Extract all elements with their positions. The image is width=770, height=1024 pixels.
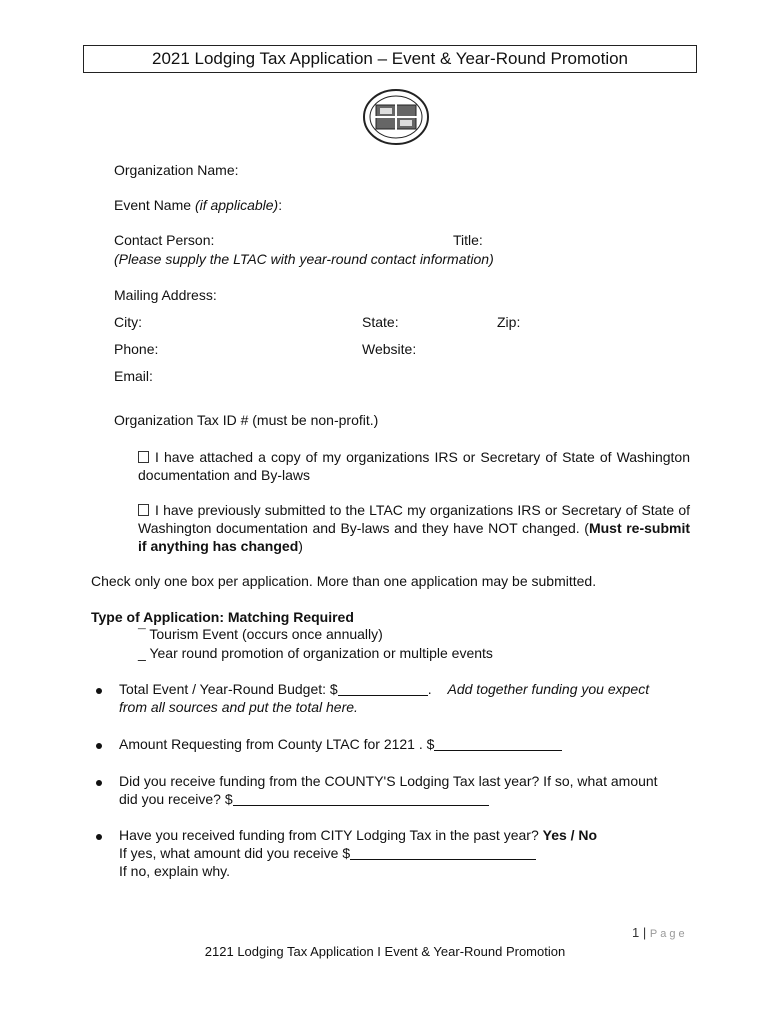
page-number-word: Page <box>649 928 688 940</box>
page-number-value: 1 <box>632 925 640 940</box>
document-title: 2021 Lodging Tax Application – Event & Year-Round Promotion <box>83 45 697 73</box>
budget-row: Total Event / Year-Round Budget: $ . Add together funding you expect <box>119 681 650 697</box>
bullet-county-funding <box>96 780 102 786</box>
bullet-budget <box>96 688 102 694</box>
city-funding-yes-no[interactable]: Yes / No <box>542 827 598 843</box>
event-name-note: (if applicable) <box>194 197 279 213</box>
bullet-city-funding <box>96 834 102 840</box>
county-funding-label: did you receive? $ <box>119 791 233 807</box>
mailing-address-label: Mailing Address: <box>114 287 217 303</box>
checkbox-previously[interactable] <box>138 504 149 516</box>
check-one-note: Check only one box per application. More than one application may be submitted. <box>91 573 597 589</box>
option-yearround-mark[interactable]: _ <box>138 645 150 661</box>
county-funding-input[interactable] <box>233 791 489 806</box>
page-footer: 2121 Lodging Tax Application I Event & Year-Round Promotion <box>204 944 566 959</box>
city-if-yes-row <box>119 845 536 861</box>
website-label: Website: <box>362 341 417 357</box>
amount-requesting-row <box>119 736 562 752</box>
event-name-row <box>114 197 282 213</box>
paren-close: ) <box>298 538 303 554</box>
county-funding-question: Did you receive funding from the COUNTY'S Lodging Tax last year? If so, what amount <box>119 773 658 789</box>
option-tourism-mark[interactable]: ¯ <box>138 626 150 642</box>
county-seal-logo <box>362 88 430 146</box>
option-tourism-label: Tourism Event (occurs once annually) <box>149 626 383 642</box>
organization-name-label: Organization Name: <box>114 162 239 178</box>
budget-hint: from all sources and put the total here. <box>119 699 358 715</box>
bullet-amount <box>96 743 102 749</box>
amount-requesting-label: Amount Requesting from County LTAC for 2121 . $ <box>119 736 435 752</box>
checkbox-attached[interactable] <box>138 451 149 463</box>
page-number-sep: | <box>642 925 647 940</box>
option-yearround-label: Year round promotion of organization or multiple events <box>149 645 493 661</box>
budget-label: Total Event / Year-Round Budget: $ <box>119 681 338 697</box>
checkbox-previously-row[interactable] <box>138 501 690 555</box>
city-if-yes-label: If yes, what amount did you receive $ <box>119 845 351 861</box>
city-amount-input[interactable] <box>350 845 536 860</box>
application-type-option-yearround[interactable] <box>138 645 493 661</box>
checkbox-attached-row[interactable] <box>138 448 690 484</box>
checkbox-previously-label: I have previously submitted to the LTAC my organizations IRS or Secretary of State of Washington documentation and By-laws and they have NOT changed. <box>138 502 690 536</box>
paren-open: ( <box>584 520 589 536</box>
application-type-heading: Type of Application: Matching Required <box>91 609 354 625</box>
title-label: Title: <box>453 232 483 248</box>
zip-label: Zip: <box>497 314 521 330</box>
phone-label: Phone: <box>114 341 159 357</box>
contact-person-label: Contact Person: <box>114 232 215 248</box>
checkbox-attached-label: I have attached a copy of my organizations IRS or Secretary of State of Washington documentation and By-laws <box>138 449 690 483</box>
event-name-colon: : <box>278 197 283 213</box>
application-type-option-tourism[interactable] <box>138 626 383 642</box>
email-label: Email: <box>114 368 153 384</box>
amount-requesting-input[interactable] <box>434 736 562 751</box>
city-funding-row <box>119 827 597 843</box>
city-funding-question: Have you received funding from CITY Lodging Tax in the past year? <box>119 827 539 843</box>
city-if-no-label: If no, explain why. <box>119 863 231 879</box>
contact-note: (Please supply the LTAC with year-round contact information) <box>114 251 494 267</box>
tax-id-label: Organization Tax ID # (must be non-profit.) <box>114 412 379 428</box>
event-name-label: Event Name <box>114 197 192 213</box>
budget-input[interactable] <box>338 681 428 696</box>
budget-hint-part: Add together funding you expect <box>447 681 650 697</box>
page-number <box>632 925 688 940</box>
resubmit-note: Must re-submit if anything has changed <box>138 520 691 554</box>
county-funding-row <box>119 791 489 807</box>
state-label: State: <box>362 314 399 330</box>
city-label: City: <box>114 314 142 330</box>
